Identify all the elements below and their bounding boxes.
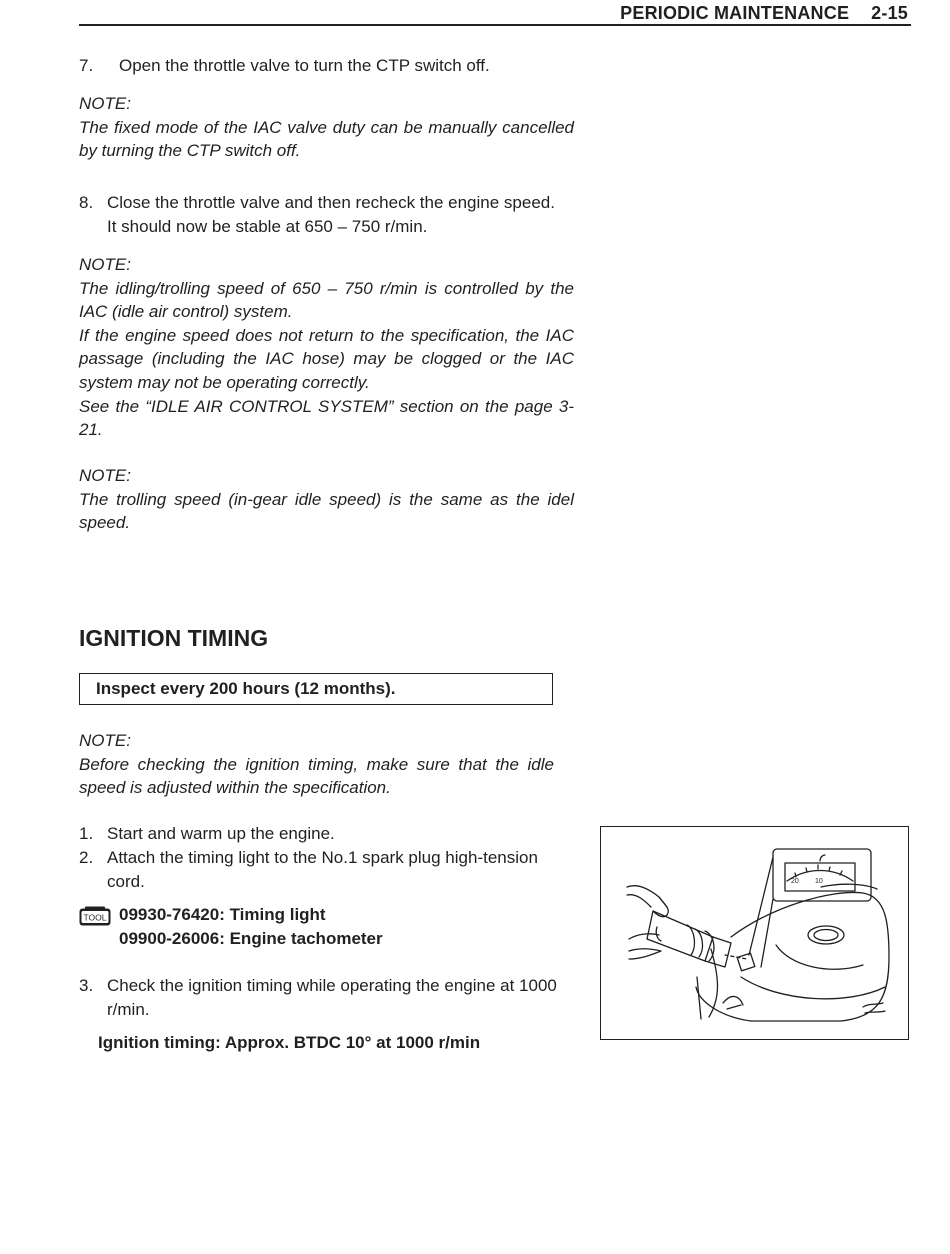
- step-text-line: Start and warm up the engine.: [107, 824, 335, 843]
- note-line: 21.: [79, 420, 103, 440]
- note-line: system may not be operating correctly.: [79, 372, 370, 392]
- tool-icon: [79, 906, 111, 926]
- step-number: 2.: [79, 848, 94, 867]
- section-title-ignition-timing: IGNITION TIMING: [79, 625, 269, 651]
- note-line: The idling/trolling speed of 650 – 750 r/min is controlled by the: [79, 278, 574, 298]
- note-label: NOTE:: [79, 255, 131, 274]
- note-line: passage (including the IAC hose) may be clogged or the IAC: [79, 349, 574, 369]
- header-section-title: PERIODIC MAINTENANCE: [620, 3, 850, 23]
- header-page-number: 2-15: [871, 3, 908, 23]
- step-number: 7.: [79, 56, 94, 75]
- step-text-line: Close the throttle valve and then recheck the engine speed.: [107, 193, 555, 212]
- note-line: by turning the CTP switch off.: [79, 141, 301, 161]
- tool-engine-tachometer: 09900-26006: Engine tachometer: [119, 928, 383, 948]
- step-number: 8.: [79, 193, 94, 212]
- note-label: NOTE:: [79, 731, 131, 750]
- ignition-step-1: [79, 822, 559, 846]
- step-text-line: Check the ignition timing while operating the engine at 1000: [107, 976, 557, 995]
- note-trolling-speed: [79, 464, 574, 535]
- ignition-step-3: [79, 974, 559, 1021]
- note-iac-fixed-mode: [79, 92, 574, 163]
- step-text-line: It should now be stable at 650 – 750 r/min.: [107, 216, 428, 236]
- gauge-label-20: 20: [791, 878, 799, 885]
- step-text: Open the throttle valve to turn the CTP switch off.: [119, 56, 490, 75]
- ignition-timing-spec: Ignition timing: Approx. BTDC 10° at 1000 r/min: [98, 1033, 481, 1052]
- gauge-label-10: 10: [815, 878, 823, 885]
- step-8: [79, 191, 579, 238]
- step-text-line: Attach the timing light to the No.1 spark plug high-tension: [107, 848, 538, 867]
- tool-timing-light: 09930-76420: Timing light: [119, 905, 326, 924]
- note-line: If the engine speed does not return to the specification, the IAC: [79, 325, 574, 345]
- header-divider: [79, 24, 911, 26]
- note-line: IAC (idle air control) system.: [79, 302, 293, 322]
- note-line: See the “IDLE AIR CONTROL SYSTEM” section on the page 3-: [79, 396, 574, 416]
- note-line: speed.: [79, 513, 131, 533]
- note-line: Before checking the ignition timing, make sure that the idle: [79, 754, 554, 774]
- tool-icon-label: TOOL: [83, 912, 107, 923]
- note-line: speed is adjusted within the specification.: [79, 778, 391, 798]
- ignition-step-2: [79, 846, 559, 893]
- timing-light-figure: [600, 826, 909, 1040]
- step-number: 1.: [79, 824, 94, 843]
- step-text-line: r/min.: [107, 999, 150, 1019]
- note-ignition-precheck: [79, 729, 554, 800]
- special-tools-list: [119, 903, 439, 950]
- step-number: 3.: [79, 976, 94, 995]
- inspection-interval-text: Inspect every 200 hours (12 months).: [96, 679, 396, 698]
- note-idle-speed-control: [79, 253, 574, 442]
- step-text-line: cord.: [107, 871, 145, 891]
- inspection-interval-box: [79, 673, 553, 705]
- note-line: The fixed mode of the IAC valve duty can be manually cancelled: [79, 117, 574, 137]
- timing-light-illustration-icon: [601, 827, 908, 1039]
- page-header: [620, 3, 908, 24]
- note-line: The trolling speed (in-gear idle speed) is the same as the idel: [79, 489, 574, 509]
- note-label: NOTE:: [79, 466, 131, 485]
- note-label: NOTE:: [79, 94, 131, 113]
